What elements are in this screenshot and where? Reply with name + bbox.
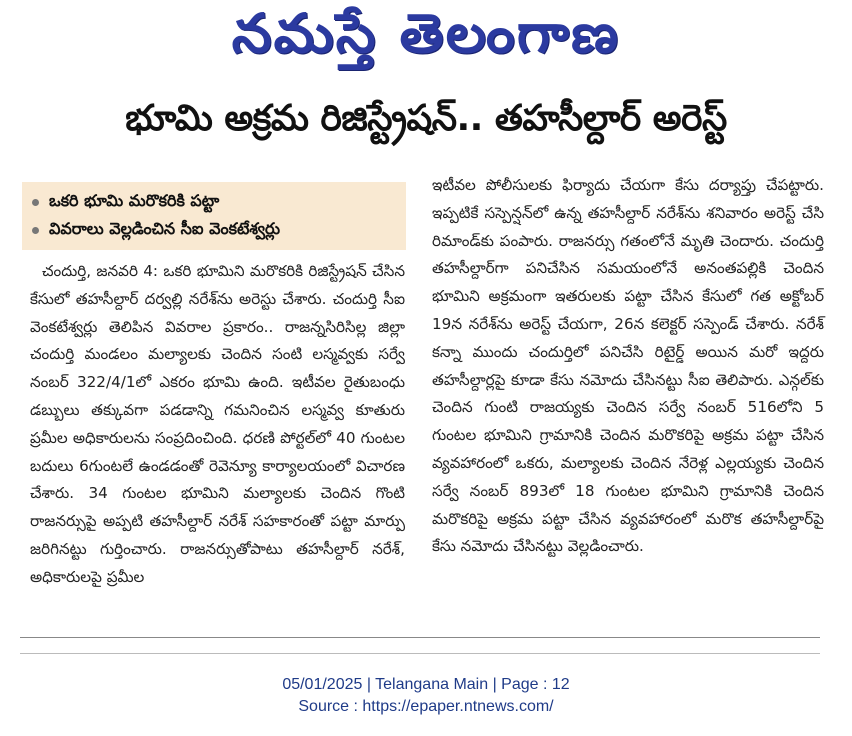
highlight-text: ఒకరి భూమి మరొకరికి పట్టా xyxy=(49,190,220,210)
bullet-icon xyxy=(32,227,39,234)
highlight-item xyxy=(32,216,396,244)
divider xyxy=(20,653,820,654)
highlights-box xyxy=(22,182,406,250)
article-left-column: చందుర్తి, జనవరి 4: ఒకరి భూమిని మరొకరికి రిజిస్ట్రేషన్ చేసిన కేసులో తహసీల్దార్ దర్వల్లి నరేశ్‌ను అరెస్టు చేశారు. చందుర్తి సీఐ వెంకటేశ్వర్లు తెలిపిన వివరాల ప్రకారం.. రాజన్నసిరిసిల్ల జిల్లా చందుర్తి మండలం మల్యాలకు చెందిన సంటి లస్మవ్వకు సర్వే నంబర్ 322/4/1లో ఎకరం భూమి ఉంది. ఇటీవల రైతుబంధు డబ్బులు తక్కువగా పడడాన్ని గమనించిన లస్మవ్వ కూతురు ప్రమీల అధికారులను సంప్రదించింది. ధరణి పోర్టల్‌లో 40 గుంటల బదులు 6గుంటలే ఉండడంతో రెవెన్యూ కార్యాలయంలో విచారణ చేశారు. 34 గుంటల భూమిని మల్యాలకు చెందిన గొంటి రాజనర్సుపై అప్పటి తహసీల్దార్ నరేశ్ సహకారంతో పట్టా మార్పు జరిగినట్టు గుర్తించారు. రాజనర్సుతోపాటు తహసీల్దార్ నరేశ్, అధికారులపై ప్రమీల xyxy=(30,262,405,586)
masthead-logo xyxy=(0,0,852,80)
bullet-icon xyxy=(32,199,39,206)
edition-info: 05/01/2025 | Telangana Main | Page : 12 xyxy=(282,676,570,693)
source-link[interactable]: Source : https://epaper.ntnews.com/ xyxy=(298,698,554,715)
divider xyxy=(20,637,820,638)
article-headline: భూమి అక్రమ రిజిస్ట్రేషన్.. తహసీల్దార్ అరెస్ట్ xyxy=(125,98,727,139)
highlight-item xyxy=(32,188,396,216)
article-right-column: ఇటీవల పోలీసులకు ఫిర్యాదు చేయగా కేసు దర్యాప్తు చేపట్టారు. ఇప్పటికే సస్పెన్షన్‌లో ఉన్న తహసీల్దార్ నరేశ్‌ను శనివారం అరెస్ట్ చేసి రిమాండ్‌కు పంపారు. రాజనర్సు గతంలోనే మృతి చెందారు. చందుర్తి తహసీల్దార్‌గా పనిచేసిన సమయంలోనే అనంతపల్లికి చెందిన భూమిని అక్రమంగా ఇతరులకు పట్టా చేసిన కేసులో గత అక్టోబర్ 19న నరేశ్‌ను అరెస్ట్ చేయగా, 26న కలెక్టర్ సస్పెండ్ చేశారు. నరేశ్ కన్నా ముందు చందుర్తిలో పనిచేసి రిటైర్డ్ అయిన మరో ఇద్దరు తహసీల్దార్లపై కూడా కేసు నమోదు చేసినట్టు సీఐ తెలిపారు. ఎన్గల్‌కు చెందిన గుంటి రాజయ్యకు చెందిన సర్వే నంబర్ 516లోని 5 గుంటల భూమిని గ్రామానికి చెందిన మరొకరిపై అక్రమ పట్టా చేసిన వ్యవహారంలో ఒకరు, మల్యాలకు చెందిన నేరెళ్ల ఎల్లయ్యకు చెందిన సర్వే నంబర్ 893లో 18 గుంటల భూమిని గ్రామానికి చెందిన మరొకరిపై అక్రమ పట్టా చేసిన వ్యవహారంలో మరొక తహసీల్దార్‌పై కేసు నమోదు చేసినట్టు వెల్లడించారు. xyxy=(432,176,824,556)
newspaper-name: నమస్తే తెలంగాణ xyxy=(231,1,621,65)
highlight-text: వివరాలు వెల్లడించిన సీఐ వెంకటేశ్వర్లు xyxy=(49,218,281,238)
